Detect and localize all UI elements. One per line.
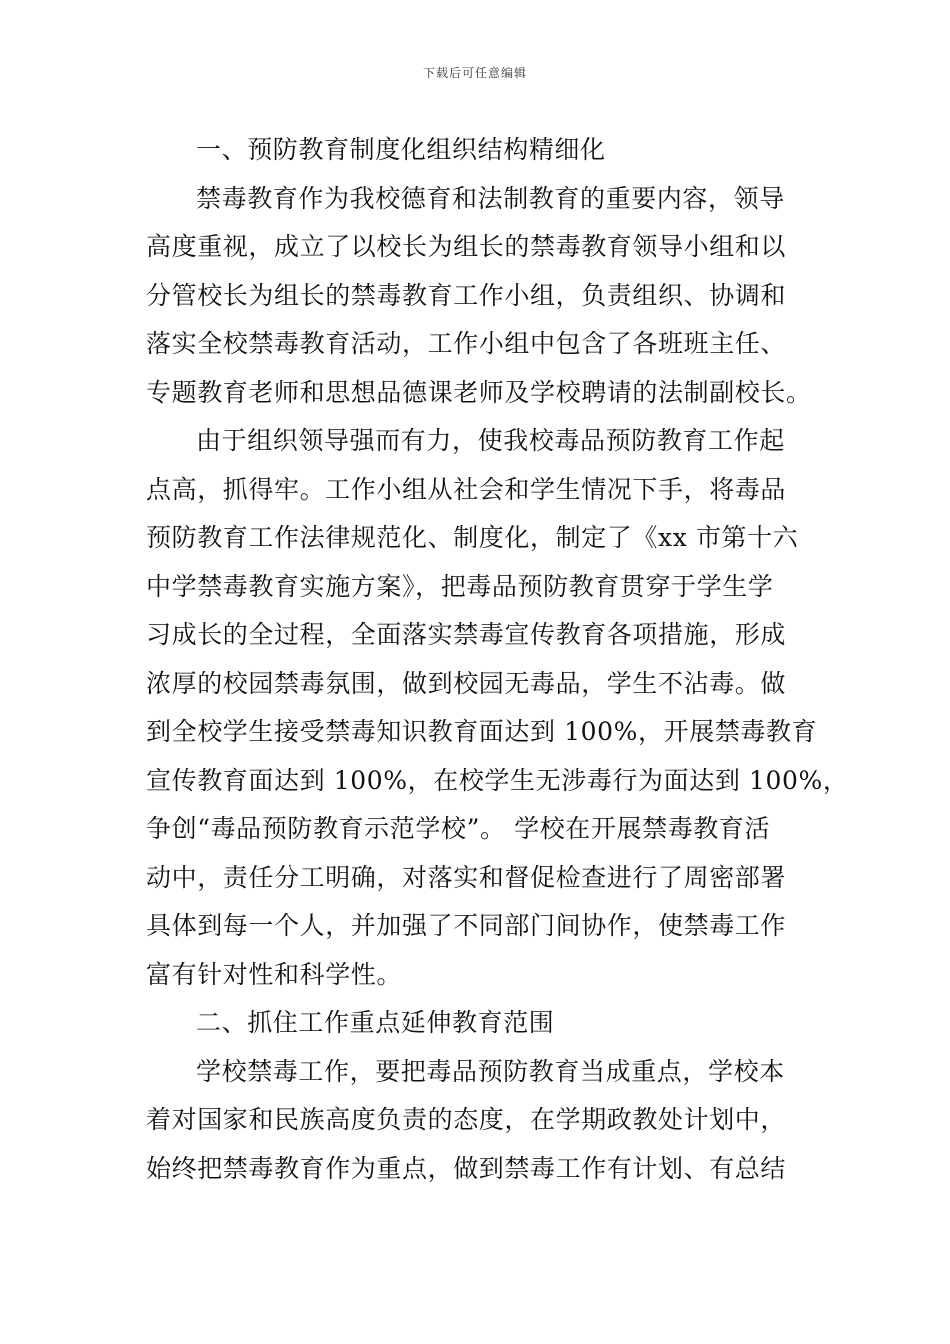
paragraph-line: 动中，责任分工明确，对落实和督促检查进行了周密部署 (146, 862, 787, 892)
paragraph-line: 学校禁毒工作，要把毒品预防教育当成重点，学校本 (196, 1056, 785, 1086)
paragraph-line: 争创“毒品预防教育示范学校”。 学校在开展禁毒教育活 (146, 814, 771, 843)
paragraph-line: 专题教育老师和思想品德课老师及学校聘请的法制副校长。 (146, 377, 812, 407)
paragraph-line: 着对国家和民族高度负责的态度，在学期政教处计划中， (146, 1105, 787, 1134)
paragraph-line: 始终把禁毒教育作为重点，做到禁毒工作有计划、有总结 (146, 1153, 787, 1183)
paragraph-line: 落实全校禁毒教育活动，工作小组中包含了各班班主任、 (146, 329, 787, 358)
paragraph-line: 宣传教育面达到 100%，在校学生无涉毒行为面达到 100%， (146, 765, 849, 795)
paragraph-line: 由于组织领导强而有力，使我校毒品预防教育工作起 (196, 426, 785, 455)
paragraph-line: 点高，抓得牢。工作小组从社会和学生情况下手，将毒品 (146, 474, 787, 504)
paragraph-line: 分管校长为组长的禁毒教育工作小组，负责组织、协调和 (146, 280, 787, 310)
paragraph-line: 到全校学生接受禁毒知识教育面达到 100%，开展禁毒教育 (146, 717, 818, 746)
paragraph-line: 富有针对性和科学性。 (146, 959, 403, 989)
paragraph-line: 中学禁毒教育实施方案》，把毒品预防教育贯穿于学生学 (146, 571, 774, 601)
paragraph-line: 禁毒教育作为我校德育和法制教育的重要内容，领导 (196, 183, 785, 213)
paragraph-line: 浓厚的校园禁毒氛围，做到校园无毒品，学生不沾毒。做 (146, 668, 787, 698)
paragraph-line: 习成长的全过程，全面落实禁毒宣传教育各项措施，形成 (146, 620, 787, 649)
paragraph-line: 预防教育工作法律规范化、制度化，制定了《xx 市第十六 (146, 523, 799, 552)
document-body (146, 126, 849, 1193)
section-heading: 二、抓住工作重点延伸教育范围 (196, 1008, 555, 1037)
paragraph-line: 高度重视，成立了以校长为组长的禁毒教育领导小组和以 (146, 232, 787, 261)
page-header-note: 下载后可任意编辑 (422, 66, 527, 80)
section-heading: 一、预防教育制度化组织结构精细化 (196, 135, 606, 164)
paragraph-line: 具体到每一个人，并加强了不同部门间协作，使禁毒工作 (146, 911, 787, 940)
